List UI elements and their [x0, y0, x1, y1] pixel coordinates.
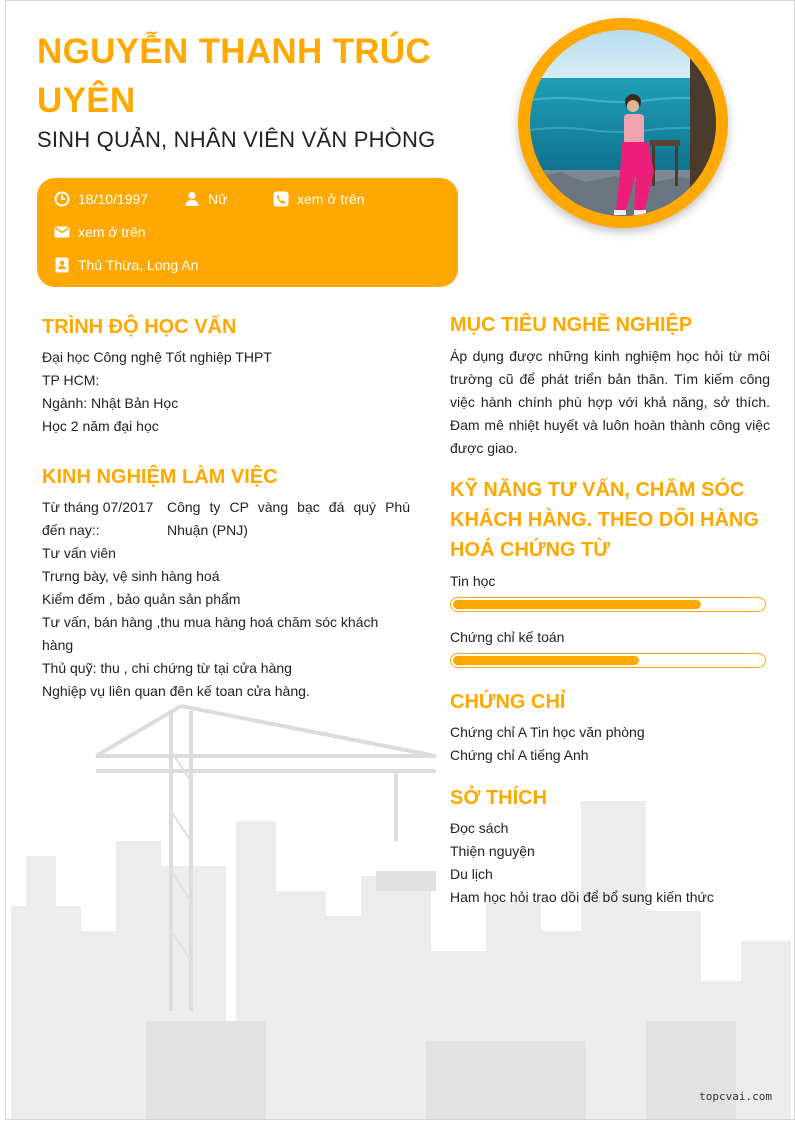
list-item: Chứng chỉ A Tin học văn phòng: [450, 724, 645, 740]
list-item: Đại học Công nghệ Tốt nghiệp THPT: [42, 349, 272, 365]
education-list: [42, 346, 414, 438]
list-item: Du lịch: [450, 866, 493, 882]
list-item: Ngành: Nhật Bản Học: [42, 395, 179, 411]
objective-heading: MỤC TIÊU NGHỀ NGHIỆP: [450, 314, 693, 336]
experience-company: Công ty CP vàng bạc đá quý Phú Nhuận (PNJ): [167, 499, 410, 538]
profile-photo: [530, 30, 716, 216]
info-email: [54, 222, 146, 242]
phone-text: xem ở trên: [297, 191, 365, 207]
list-item: TP HCM:: [42, 372, 100, 388]
email-text: xem ở trên: [78, 224, 146, 240]
list-item: Chứng chỉ A tiếng Anh: [450, 747, 589, 763]
info-gender: [184, 189, 227, 209]
experience-list: [42, 496, 410, 703]
list-item: Ham học hỏi trao dồi để bổ sung kiến thức: [450, 889, 714, 905]
user-icon: [184, 191, 200, 207]
envelope-icon: [54, 224, 70, 240]
info-address: [54, 255, 198, 275]
experience-date: Từ tháng 07/2017 đến nay::: [42, 499, 154, 538]
list-item: Tư vấn viên: [42, 545, 116, 561]
education-heading: TRÌNH ĐỘ HỌC VẤN: [42, 316, 237, 338]
list-item: Thiện nguyện: [450, 843, 535, 859]
info-birthday: [54, 189, 148, 209]
experience-heading: KINH NGHIỆM LÀM VIỆC: [42, 466, 278, 488]
experience-entry: [42, 496, 410, 542]
skill-bar-fill: [453, 600, 701, 609]
skill-bar: [450, 653, 766, 668]
profile-photo-frame: [518, 18, 728, 228]
list-item: Đọc sách: [450, 820, 509, 836]
skill-label: Tin học: [450, 573, 496, 589]
list-item: Nghiệp vụ liên quan đên kế toan cửa hàng.: [42, 683, 310, 699]
skills-heading: KỸ NĂNG TƯ VẤN, CHĂM SÓC KHÁCH HÀNG. THEO DÕI HÀNG HOÁ CHỨNG TỪ: [450, 479, 759, 561]
personal-info-box: [37, 178, 458, 287]
watermark: topcvai.com: [699, 1090, 772, 1103]
skill-bar-fill: [453, 656, 639, 665]
cv-page: [5, 0, 795, 1120]
certificates-heading: CHỨNG CHỈ: [450, 691, 566, 713]
list-item: Trưng bày, vệ sinh hàng hoá: [42, 568, 220, 584]
gender-text: Nữ: [208, 191, 228, 207]
info-phone: [273, 189, 365, 209]
birthday-text: 18/10/1997: [78, 191, 149, 207]
hobbies-list: [450, 817, 780, 909]
job-title: SINH QUẢN, NHÂN VIÊN VĂN PHÒNG: [37, 127, 436, 152]
list-item: Tư vấn, bán hàng ,thu mua hàng hoá chăm sóc khách hàng: [42, 614, 379, 653]
skill-label: Chứng chỉ kế toán: [450, 629, 565, 645]
skill-bar: [450, 597, 766, 612]
address-text: Thủ Thừa, Long An: [78, 257, 199, 273]
list-item: Thủ quỹ: thu , chi chứng từ tại cửa hàng: [42, 660, 292, 676]
objective-text: Áp dụng được những kinh nghiệm học hỏi từ môi trường cũ để phát triển bản thân. Tìm kiếm công việc hành chính phù hợp với khả năng, sở thích. Đam mê nhiệt huyết và luôn hoàn thành công việc được giao.: [450, 348, 770, 456]
candidate-name: NGUYỄN THANH TRÚC UYÊN: [37, 32, 431, 120]
hobbies-heading: SỞ THÍCH: [450, 787, 548, 809]
certificates-list: [450, 721, 770, 767]
list-item: Học 2 năm đại học: [42, 418, 159, 434]
list-item: Kiểm đếm , bảo quản sản phẩm: [42, 591, 241, 607]
phone-icon: [273, 191, 289, 207]
clock-icon: [54, 191, 70, 207]
address-book-icon: [54, 257, 70, 273]
